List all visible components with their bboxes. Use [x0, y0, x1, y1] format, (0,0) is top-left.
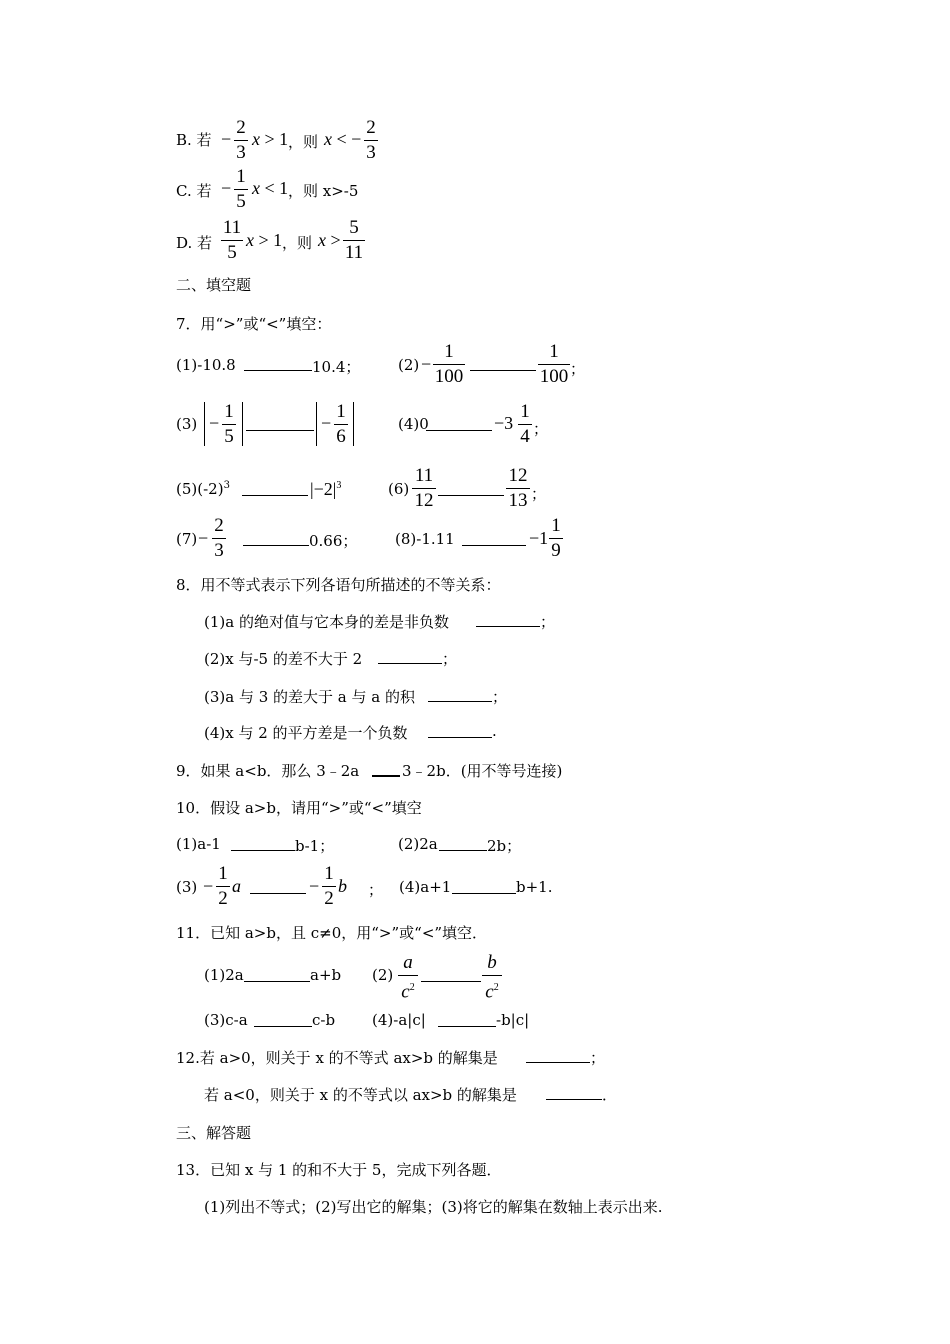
question-8-title: 8．用不等式表示下列各语句所描述的不等关系：: [176, 576, 501, 594]
question-10-title: 10．假设 a>b，请用“>”或“<”填空: [176, 799, 422, 817]
section-title: 三、解答题: [176, 1124, 252, 1142]
answer-blank[interactable]: [421, 967, 481, 982]
answer-blank[interactable]: [428, 687, 492, 702]
answer-blank[interactable]: [250, 879, 306, 894]
fraction: 1 9: [549, 516, 563, 561]
question-9: 9．如果 a<b．那么 3﹣2a: [176, 762, 360, 780]
fraction: 1 4: [518, 402, 532, 447]
answer-blank[interactable]: [428, 723, 492, 738]
page: B. 若 − 2 3 x > 1 ，则 x < − 2 3 C. 若 − 1 5 x < 1 ，则 x>-5 D. 若 11 5 x > 1 ，则 x > 5 11 二、填空题 7．用“>”或“<”填空： (1)-10.8 10.4； (2) − 1 100 1 100 ； (3) − 1 5 − 1 6 (4)0 −3 1 4 ； $(5)(-2)^3$ $|-2|^3$ (6) 11 12 12 13 ； (7) − 2 3 0.66； (8)-1.11 −1 1 9 8．用不等式表示下列各语句所描述的不等关系： (1)a 的绝对值与它本身的差是非负数 ； (2)x 与-5 的差不大于 2 ； (3)a 与 3 的差大于 a 与 a 的积 ； (4)x 与 2 的平方差是一个负数 . 9．如果 a<b．那么 3﹣2a 3﹣2b．(用不等号连接) 10．假设 a>b，请用“>”或“<”填空 (1)a-1 b-1； (2)2a 2b； (3) − 1 2 a − 1 2 b ； (4)a+1 b+1. 11．已知 a>b，且 c≠0，用“>”或“<”填空． (1)2a a+b (2) a $c^2$ b $c^2$ (3)c-a c-b (4)-a|c| -b|c| 12.若 a>0，则关于 x 的不等式 ax>b 的解集是 ； 若 a<0，则关于 x 的不等式以 ax>b 的解集是 ． 三、解答题 13．已知 x 与 1 的和不大于 5，完成下列各题． (1)列出不等式；(2)写出它的解集；(3)将它的解集在数轴上表示出来.: [176, 117, 663, 1216]
fraction: a $c^2$: [398, 953, 418, 1002]
answer-blank[interactable]: [546, 1085, 602, 1100]
fraction: 2 3: [364, 118, 378, 163]
answer-blank[interactable]: [426, 416, 492, 431]
answer-blank[interactable]: [372, 761, 400, 777]
answer-blank[interactable]: [462, 531, 526, 546]
fraction: 12 13: [506, 466, 530, 511]
fraction: 1 2: [322, 864, 336, 909]
answer-blank[interactable]: [244, 356, 312, 371]
option-d: D. 若: [176, 234, 213, 252]
section-title: 二、填空题: [176, 276, 252, 294]
answer-blank[interactable]: [378, 649, 442, 664]
fraction: 2 3: [212, 516, 226, 561]
fraction: 1 2: [216, 864, 230, 909]
answer-blank[interactable]: [242, 481, 308, 496]
answer-blank[interactable]: [244, 967, 310, 982]
fraction: b $c^2$: [482, 953, 502, 1002]
answer-blank[interactable]: [438, 1012, 496, 1027]
answer-blank[interactable]: [231, 836, 295, 851]
option-b: B. 若: [176, 131, 212, 149]
question-13-sub: (1)列出不等式；(2)写出它的解集；(3)将它的解集在数轴上表示出来.: [204, 1198, 663, 1216]
answer-blank[interactable]: [526, 1048, 590, 1063]
question-11-title: 11．已知 a>b，且 c≠0，用“>”或“<”填空．: [176, 924, 488, 942]
fraction: 1 5: [234, 167, 248, 212]
question-13-title: 13．已知 x 与 1 的和不大于 5，完成下列各题．: [176, 1161, 502, 1179]
fraction: 11 12: [412, 466, 436, 511]
question-12: 12.若 a>0，则关于 x 的不等式 ax>b 的解集是: [176, 1049, 498, 1067]
answer-blank[interactable]: [476, 612, 540, 627]
minus-sign: −: [221, 129, 232, 149]
fraction: 11 5: [222, 217, 242, 263]
answer-blank[interactable]: [254, 1012, 312, 1027]
fraction: 2 3: [234, 118, 248, 163]
answer-blank[interactable]: [439, 836, 487, 851]
fraction: 1 6: [334, 402, 348, 447]
answer-blank[interactable]: [470, 356, 536, 371]
fraction: 1 100: [434, 341, 464, 387]
option-c: C. 若: [176, 182, 212, 200]
fraction: 5 11: [344, 217, 364, 263]
fraction: 1 5: [222, 402, 236, 447]
answer-blank[interactable]: [438, 481, 504, 496]
fraction: 1 100: [539, 341, 569, 387]
answer-blank[interactable]: [246, 416, 314, 431]
answer-blank[interactable]: [243, 531, 309, 546]
answer-blank[interactable]: [452, 879, 516, 894]
question-7-title: 7．用“>”或“<”填空：: [176, 315, 332, 333]
